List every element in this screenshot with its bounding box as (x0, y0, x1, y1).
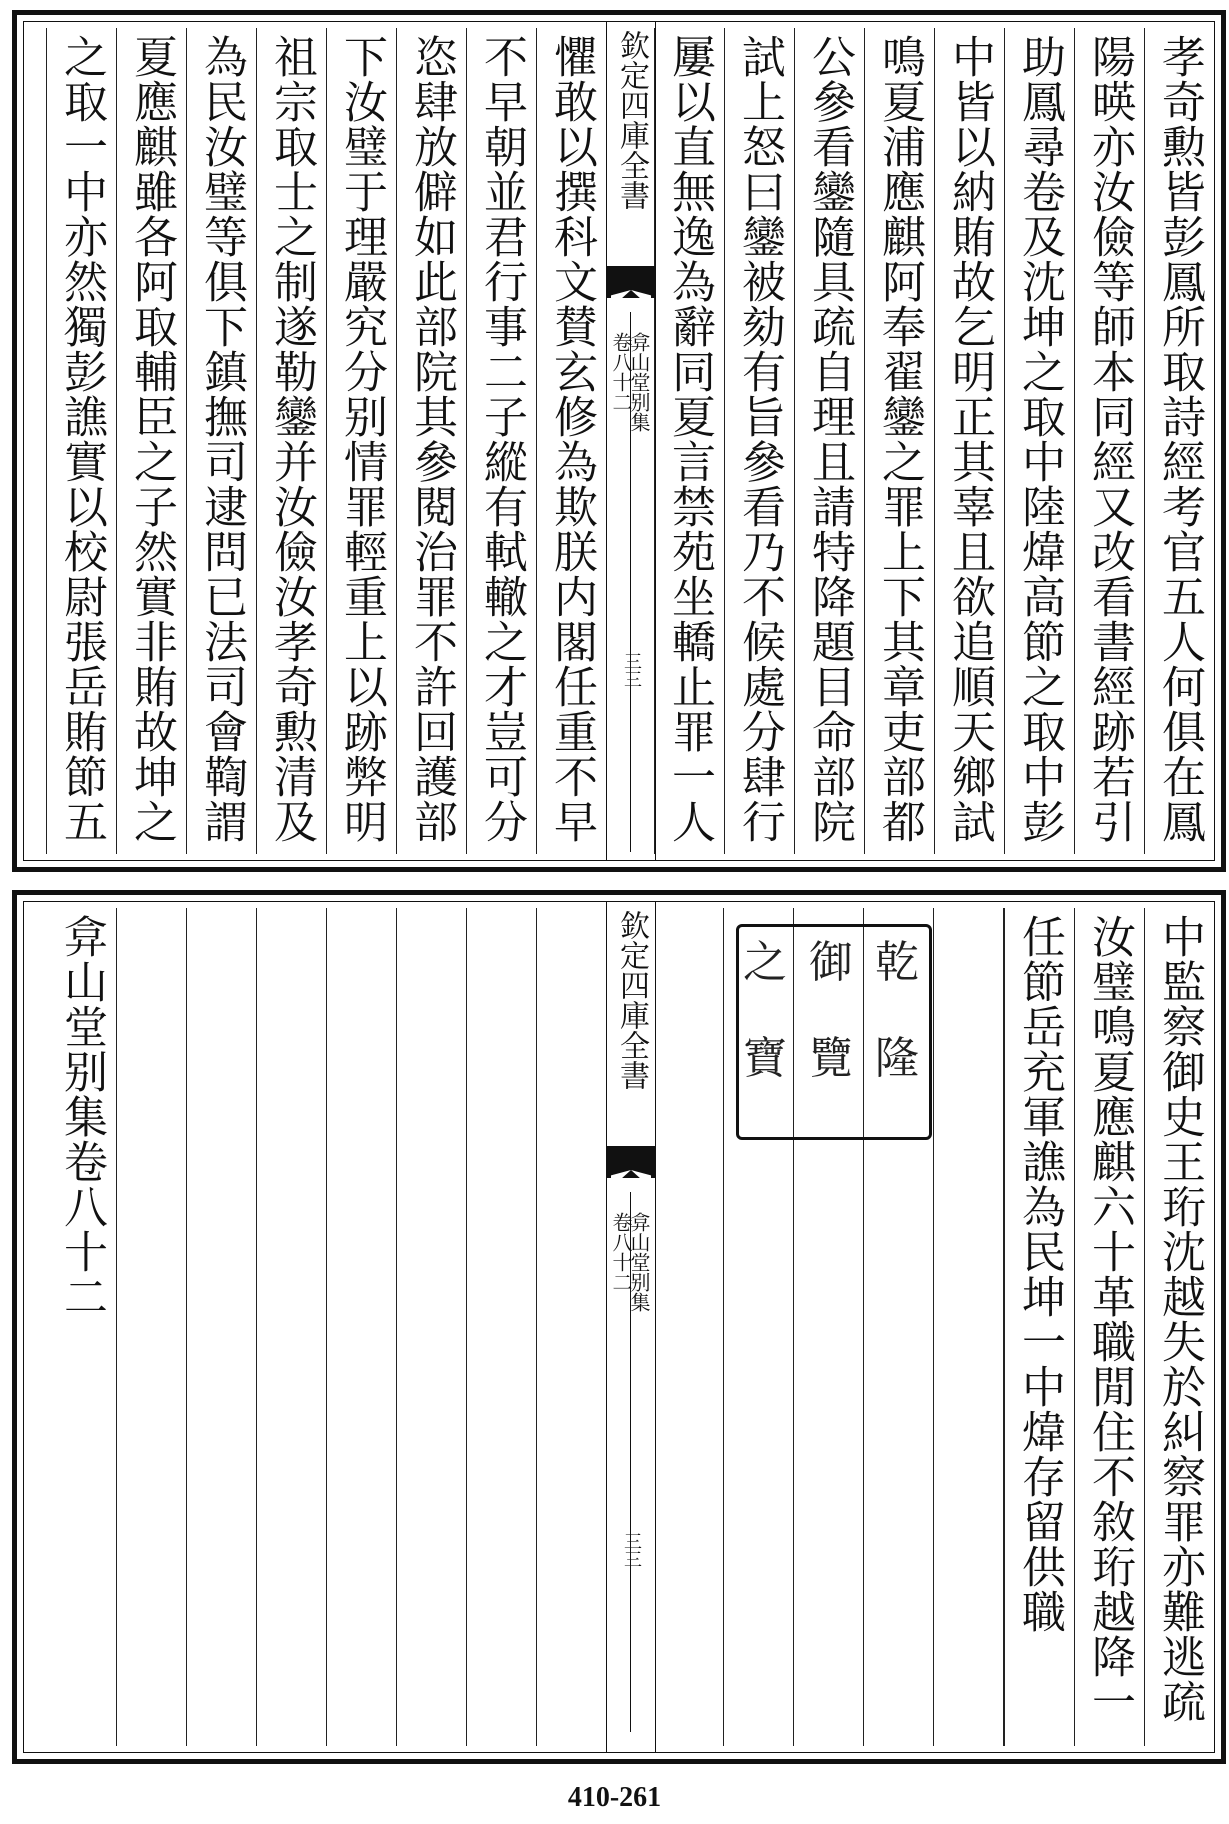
text-column: 試上怒曰鑾被劾有旨參看乃不候處分肆行 (724, 28, 794, 854)
text-column: 之取一中亦然獨彭譙實以校尉張岳賄節五 (46, 28, 116, 854)
page-number: 三三 (621, 1532, 642, 1568)
text-column: 下汝璧于理嚴究分别情罪輕重上以跡弊明 (326, 28, 396, 854)
column-rule (466, 908, 467, 1746)
seal-character: 寶 (743, 1033, 787, 1084)
text-column: 陽暎亦汝儉等師本同經又改看書經跡若引 (1074, 28, 1144, 854)
fish-tail-mark (607, 1146, 655, 1178)
column-rule (1003, 908, 1004, 1746)
text-column: 祖宗取士之制遂勒鑾并汝儉汝孝奇勲清及 (256, 28, 326, 854)
fish-tail-mark (607, 266, 655, 298)
text-column: 懼敢以撰科文賛玄修為欺朕内閣任重不早 (536, 28, 606, 854)
page-number: 三三 (621, 652, 642, 688)
column-rule (256, 908, 257, 1746)
book-title: 弇山堂别集 (627, 332, 651, 432)
volume-label: 卷八十二 (609, 1212, 633, 1292)
top-page-frame (23, 21, 1215, 861)
text-column: 屢以直無逸為辭同夏言禁苑坐轎止罪一人 (654, 28, 724, 854)
book-title: 弇山堂别集 (627, 1212, 651, 1312)
column-rule (723, 908, 724, 1746)
column-rule (396, 908, 397, 1746)
text-column: 助鳳尋卷及沈坤之取中陸煒高節之取中彭 (1004, 28, 1074, 854)
text-column: 公參看鑾隨具疏自理且請特降題目命部院 (794, 28, 864, 854)
centre-fold (606, 902, 656, 1752)
volume-label: 卷八十二 (609, 332, 633, 412)
column-rule (326, 908, 327, 1746)
seal-character: 覽 (809, 1033, 853, 1084)
bottom-page-frame (23, 901, 1215, 1753)
column-rule (536, 908, 537, 1746)
text-column: 孝奇勲皆彭鳳所取詩經考官五人何俱在鳳 (1144, 28, 1214, 854)
seal-character: 之 (743, 937, 787, 988)
top-page (12, 10, 1226, 872)
seal-character: 隆 (875, 1033, 919, 1084)
column-rule (186, 908, 187, 1746)
imperial-seal (736, 924, 932, 1140)
centre-fold (606, 22, 656, 860)
text-column: 任節岳充軍譙為民坤一中煒存留供職 (1004, 908, 1074, 1746)
text-column: 恣肆放僻如此部院其參閱治罪不許回護部 (396, 28, 466, 854)
bottom-page (12, 890, 1226, 1764)
column-rule (933, 908, 934, 1746)
text-column: 汝璧鳴夏應麒六十革職閒住不敘珩越降一 (1074, 908, 1144, 1746)
text-column: 不早朝並君行事二子縱有軾轍之才豈可分 (466, 28, 536, 854)
text-column: 鳴夏浦應麒阿奉翟鑾之罪上下其章吏部都 (864, 28, 934, 854)
closing-title: 弇山堂别集卷八十二 (56, 914, 107, 1319)
column-rule (116, 908, 117, 1746)
page-reference: 410-261 (567, 1782, 662, 1813)
series-label: 欽定四庫全書 (614, 30, 649, 210)
text-column: 為民汝璧等俱下鎮撫司逮問已法司會鞫謂 (186, 28, 256, 854)
text-column: 中皆以納賄故乞明正其辜且欲追順天鄉試 (934, 28, 1004, 854)
series-label: 欽定四庫全書 (614, 910, 649, 1090)
text-column: 中監察御史王珩沈越失於糾察罪亦難逃疏 (1144, 908, 1214, 1746)
seal-character: 御 (809, 937, 853, 988)
seal-character: 乾 (875, 937, 919, 988)
text-column: 夏應麒雖各阿取輔臣之子然實非賄故坤之 (116, 28, 186, 854)
